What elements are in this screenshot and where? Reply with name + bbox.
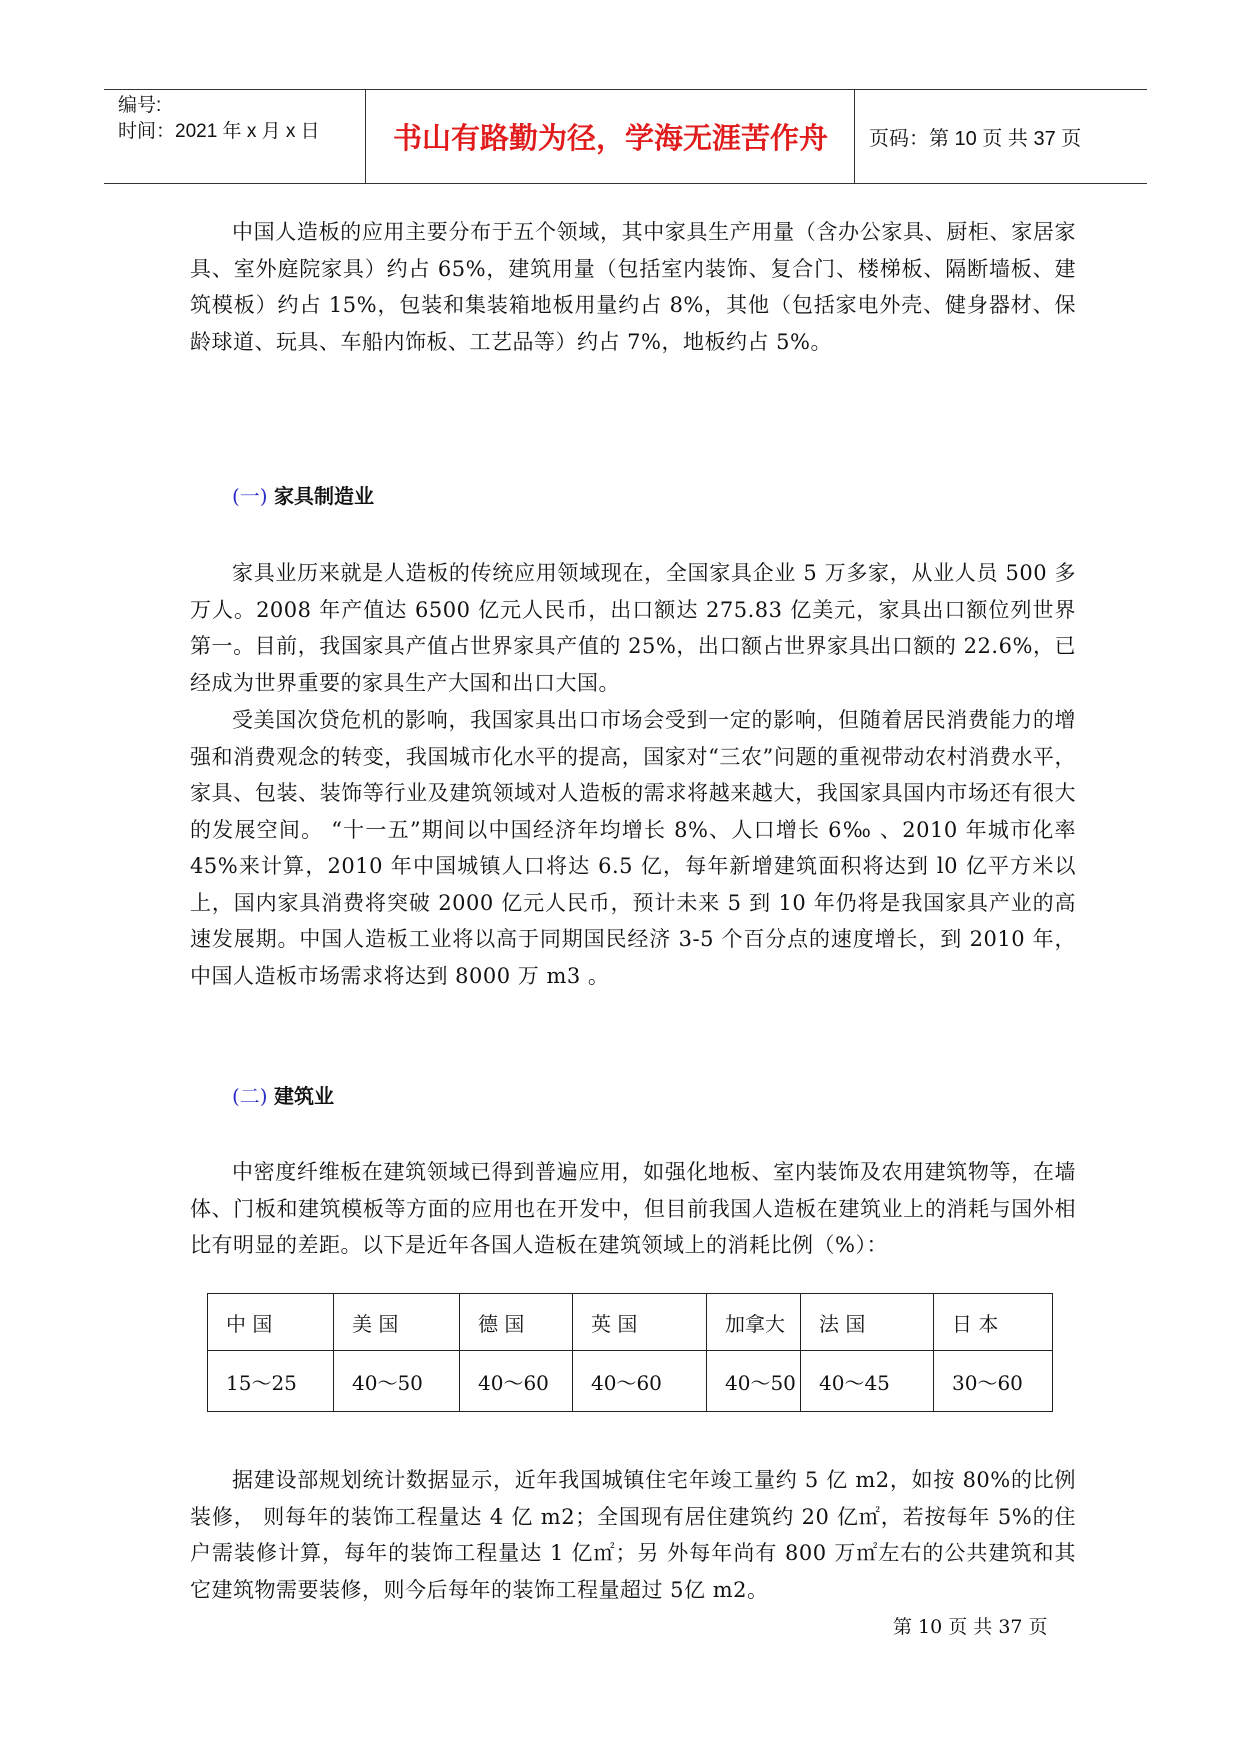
page-header xyxy=(104,89,1147,184)
section-number: (一) xyxy=(232,484,268,508)
table-cell: 美 国 xyxy=(334,1294,460,1351)
table-cell: 英 国 xyxy=(573,1294,707,1351)
table-row xyxy=(208,1351,1053,1412)
table-cell: 40～50 xyxy=(707,1351,801,1412)
section-title: 家具制造业 xyxy=(273,484,374,508)
table-cell: 30～60 xyxy=(934,1351,1053,1412)
construction-paragraph-1: 中密度纤维板在建筑领域已得到普遍应用，如强化地板、室内装饰及农用建筑物等，在墙体、门板和建筑模板等方面的应用也在开发中，但目前我国人造板在建筑业上的消耗与国外相比有明显的差距。以下是近年各国人造板在建筑领域上的消耗比例（%）： xyxy=(190,1160,1076,1257)
table-cell: 40～45 xyxy=(801,1351,934,1412)
section-number: (二) xyxy=(232,1084,268,1108)
table-cell: 40～50 xyxy=(334,1351,460,1412)
furniture-paragraph-2: 受美国次贷危机的影响，我国家具出口市场会受到一定的影响，但随着居民消费能力的增强和消费观念的转变，我国城市化水平的提高，国家对“三农”问题的重视带动农村消费水平，家具、包装、装饰等行业及建筑领域对人造板的需求将越来越大，我国家具国内市场还有很大的发展空间。 “十一五”期间以中国经济年均增长 8%、人口增长 6‰ 、2010 年城市化率 45%来计算，2010 年中国城镇人口将达 6.5 亿，每年新增建筑面积将达到 l0 亿平方米以上，国内家具消费将突破 2000 亿元人民币，预计未来 5 到 10 年仍将是我国家具产业的高速发展期。中国人造板工业将以高于同期国民经济 3-5 个百分点的速度增长，到 2010 年，中国人造板市场需求将达到 8000 万 m3 。 xyxy=(190,708,1076,988)
construction-paragraph-2: 据建设部规划统计数据显示，近年我国城镇住宅年竣工量约 5 亿 m2，如按 80%的比例装修， 则每年的装饰工程量达 4 亿 m2；全国现有居住建筑约 20 亿㎡，若按每年 5%的住户需装修计算，每年的装饰工程量达 1 亿㎡；另 外每年尚有 800 万㎡左右的公共建筑和其它建筑物需要装修，则今后每年的装饰工程量超过 5亿 m2。 xyxy=(190,1468,1076,1602)
section-heading-construction xyxy=(232,1080,334,1109)
furniture-paragraph-1: 家具业历来就是人造板的传统应用领域现在，全国家具企业 5 万多家，从业人员 500 多万人。2008 年产值达 6500 亿元人民币，出口额达 275.83 亿美元，家具出口额位列世界第一。目前，我国家具产值占世界家具产值的 25%，出口额占世界家具出口额的 22.6%，已经成为世界重要的家具生产大国和出口大国。 xyxy=(190,561,1076,695)
intro-paragraph: 中国人造板的应用主要分布于五个领域，其中家具生产用量（含办公家具、厨柜、家居家具、室外庭院家具）约占 65%，建筑用量（包括室内装饰、复合门、楼梯板、隔断墙板、建筑模板）约占 15%，包装和集装箱地板用量约占 8%，其他（包括家电外壳、健身器材、保龄球道、玩具、车船内饰板、工艺品等）约占 7%，地板约占 5%。 xyxy=(190,220,1076,354)
table-cell: 德 国 xyxy=(460,1294,573,1351)
section-title: 建筑业 xyxy=(273,1084,334,1108)
time-label: 时间：2021 年 x 月 x 日 xyxy=(118,121,320,142)
section-heading-furniture xyxy=(232,480,374,509)
table-cell: 加拿大 xyxy=(707,1294,801,1351)
table-cell: 日 本 xyxy=(934,1294,1053,1351)
table-cell: 40～60 xyxy=(460,1351,573,1412)
header-motto: 书山有路勤为径，学海无涯苦作舟 xyxy=(367,90,855,183)
table-cell: 40～60 xyxy=(573,1351,707,1412)
table-cell: 15～25 xyxy=(208,1351,334,1412)
header-meta xyxy=(104,90,366,183)
serial-label: 编号: xyxy=(118,95,162,116)
table-cell: 中 国 xyxy=(208,1294,334,1351)
table-cell: 法 国 xyxy=(801,1294,934,1351)
table-row xyxy=(208,1294,1053,1351)
page-footer: 第 10 页 共 37 页 xyxy=(893,1616,1048,1638)
consumption-ratio-table xyxy=(207,1293,1053,1412)
header-page-label: 页码：第 10 页 共 37 页 xyxy=(869,128,1082,150)
